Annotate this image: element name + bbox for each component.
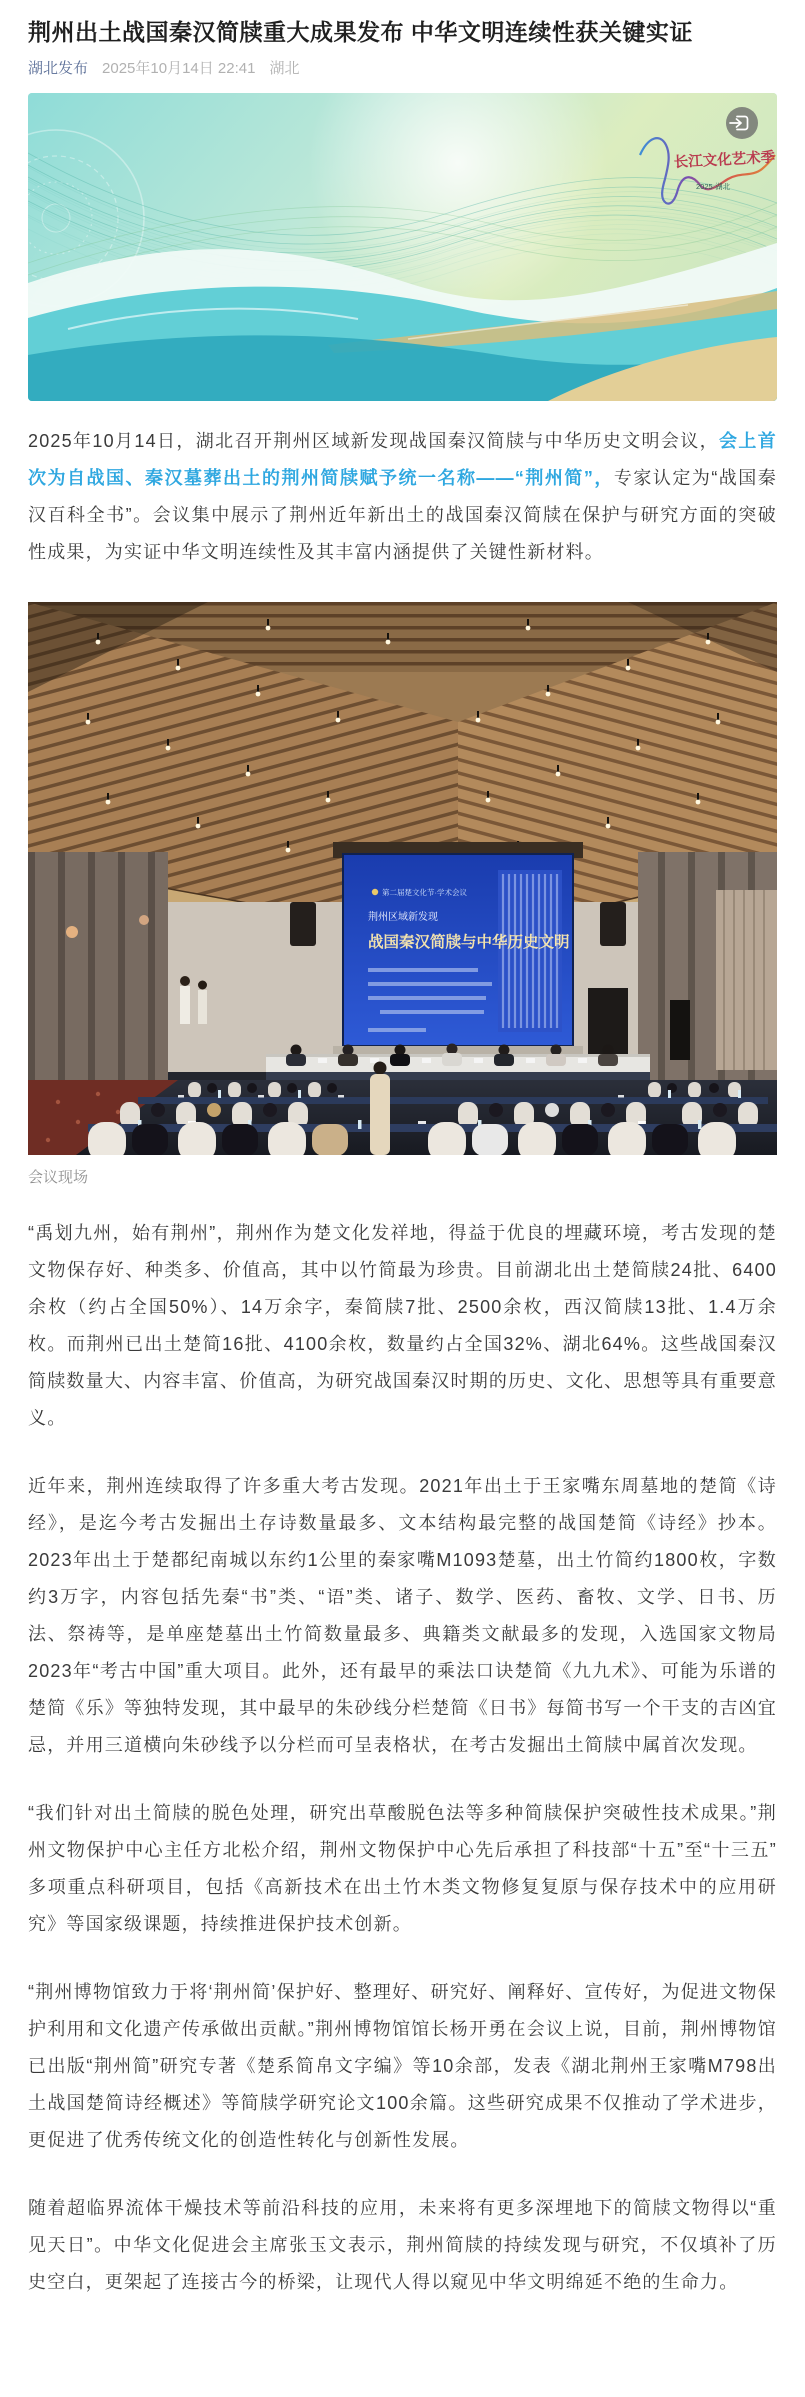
paragraph-2: “禹划九州，始有荆州”，荆州作为楚文化发祥地，得益于优良的埋藏环境，考古发现的楚文物保存好、种类多、价值高，其中以竹简最为珍贵。目前湖北出土楚简牍24批、6400余枚（约占全国50%）、14万余字，秦简牍7批、2500余枚，西汉简牍13批、1.4万余枚。而荆州已出土楚简16批、4100余枚，数量约占全国32%、湖北64%。这些战国秦汉简牍数量大、内容丰富、价值高，为研究战国秦汉时期的历史、文化、思想等具有重要意义。 bbox=[28, 1223, 777, 1428]
photo-caption: 会议现场 bbox=[28, 1169, 89, 1186]
paragraph-text: 专家认定为“战国秦汉百科全书”。会议集中展示了荆州近年新出土的战国秦汉简牍在保护与研究方面的突破性成果，为实证中华文明连续性及其丰富内涵提供了关键性新材料。 bbox=[28, 468, 778, 562]
publish-location: 湖北 bbox=[269, 60, 300, 77]
byline bbox=[28, 58, 777, 79]
paragraph-6: 随着超临界流体干燥技术等前沿科技的应用，未来将有更多深埋地下的简牍文物得以“重见天日”。中华文化促进会主席张玉文表示，荆州简牍的持续发现与研究，不仅填补了历史空白，更架起了连接古今的桥梁，让现代人得以窥见中华文明绵延不绝的生命力。 bbox=[28, 2198, 777, 2292]
standing-attendee bbox=[370, 1062, 390, 1156]
screen-logo-icon bbox=[372, 889, 378, 895]
banner-art bbox=[28, 93, 777, 401]
paragraph-text: 2025年10月14日，湖北召开荆州区域新发现战国秦汉简牍与中华历史文明会议， bbox=[28, 431, 720, 451]
paragraph-4: “我们针对出土简牍的脱色处理，研究出草酸脱色法等多种简牍保护突破性技术成果。”荆州文物保护中心主任方北松介绍，荆州文物保护中心先后承担了科技部“十五”至“十三五”多项重点科研项目，包括《高新技术在出土竹木类文物修复复原与保存技术中的应用研究》等国家级课题，持续推进保护技术创新。 bbox=[28, 1803, 777, 1934]
screen-subtitle-text: 荆州区域新发现 bbox=[368, 912, 438, 923]
article-page bbox=[0, 16, 805, 2301]
account-name-link[interactable]: 湖北发布 bbox=[28, 60, 89, 77]
banner-image bbox=[28, 93, 777, 401]
festival-logo-subtext: 2025·湖北 bbox=[696, 182, 731, 191]
paragraph-1 bbox=[28, 423, 777, 571]
paragraph-3: 近年来，荆州连续取得了许多重大考古发现。2021年出土于王家嘴东周墓地的楚简《诗经》，是迄今考古发掘出土存诗数量最多、文本结构最完整的战国楚简《诗经》抄本。 2023年出土于楚都纪南城以东约1公里的秦家嘴M1093楚墓，出土竹简约1800枚，字数约3万字，内容包括先秦“书”类、“语”类、诸子、数学、医药、畜牧、文学、日书、历法、祭祷等，是单座楚墓出土竹简数量最多、典籍类文献最多的发现，入选国家文物局2023年“考古中国”重大项目。此外，还有最早的乘法口诀楚简《九九术》、可能为乐谱的楚简《乐》等独特发现，其中最早的朱砂线分栏楚简《日书》每简书写一个干支的吉凶宜忌，并用三道横向朱砂线予以分栏而可呈表格状，在考古发掘出土简牍中属首次发现。 bbox=[28, 1476, 777, 1755]
highlighted-text: 会上首次为自战国、秦汉墓葬出土的荆州简牍赋予统一名称——“荆州简”， bbox=[28, 431, 777, 488]
conference-photo bbox=[28, 602, 777, 1155]
conference-photo-art bbox=[28, 602, 777, 1155]
projection-screen bbox=[333, 842, 583, 1064]
festival-logo-text: 长江文化艺术季 bbox=[673, 149, 776, 171]
screen-title-text: 战国秦汉简牍与中华历史文明 bbox=[368, 934, 570, 951]
enter-link-button[interactable] bbox=[726, 107, 758, 139]
screen-header-text: 第二届楚文化节·学术会议 bbox=[382, 888, 467, 897]
article-title: 荆州出土战国秦汉简牍重大成果发布 中华文明连续性获关键实证 bbox=[28, 19, 693, 45]
paragraph-5: “荆州博物馆致力于将‘荆州简’保护好、整理好、研究好、阐释好、宣传好，为促进文物保护利用和文化遗产传承做出贡献。”荆州博物馆馆长杨开勇在会议上说，目前，荆州博物馆已出版“荆州简”研究专著《楚系简帛文字编》等10余部，发表《湖北荆州王家嘴M798出土战国楚简诗经概述》等简牍学研究论文100余篇。这些研究成果不仅推动了学术进步，更促进了优秀传统文化的创造性转化与创新性发展。 bbox=[28, 1982, 777, 2150]
publish-datetime: 2025年10月14日 22:41 bbox=[102, 60, 256, 77]
